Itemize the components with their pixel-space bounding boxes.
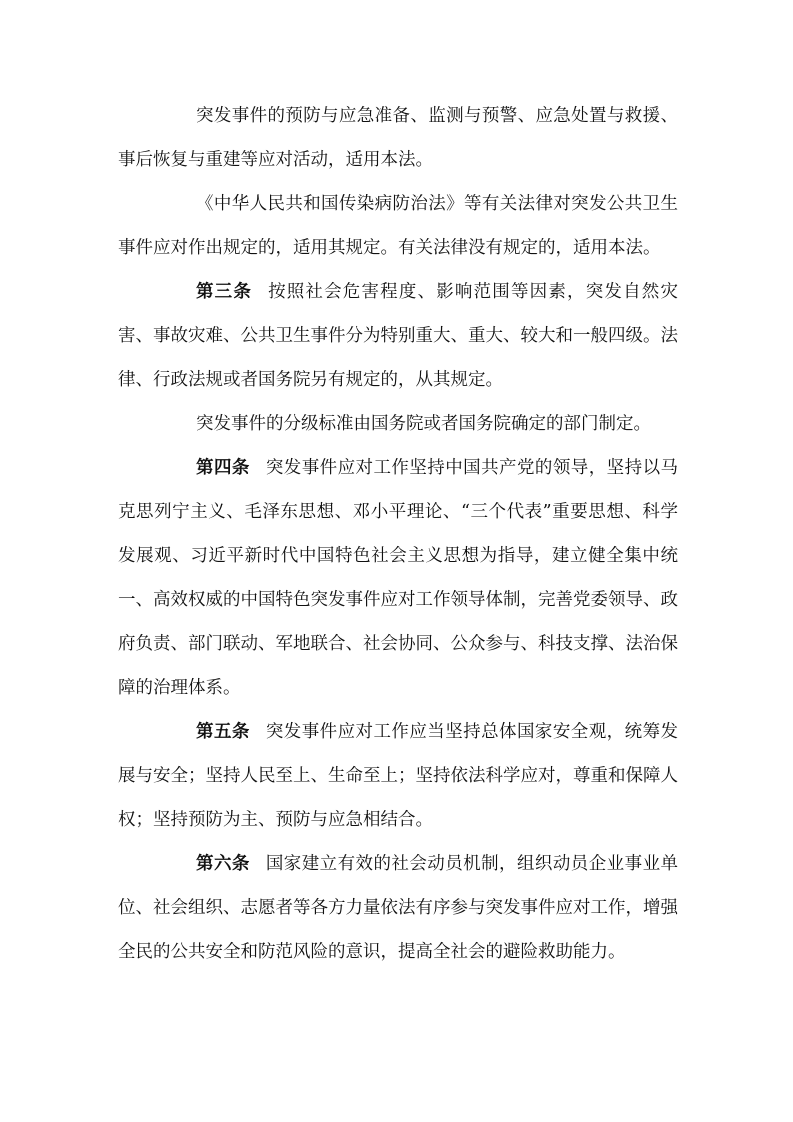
article-number: 第五条 [196, 722, 250, 742]
article-number: 第六条 [196, 854, 250, 874]
article-5 [118, 710, 678, 842]
article-4 [118, 446, 678, 710]
document-body [118, 94, 678, 974]
paragraph-other-laws [118, 182, 678, 270]
article-text: 按照社会危害程度、影响范围等因素，突发自然灾害、事故灾难、公共卫生事件分为特别重大、重大、较大和一般四级。法律、行政法规或者国务院另有规定的，从其规定。 [118, 282, 678, 390]
article-number: 第三条 [196, 282, 253, 302]
paragraph-text: 突发事件的预防与应急准备、监测与预警、应急处置与救援、事后恢复与重建等应对活动，适用本法。 [118, 106, 678, 170]
article-6 [118, 842, 678, 974]
article-3 [118, 270, 678, 402]
paragraph-text: 《中华人民共和国传染病防治法》等有关法律对突发公共卫生事件应对作出规定的，适用其规定。有关法律没有规定的，适用本法。 [118, 194, 678, 258]
article-text: 国家建立有效的社会动员机制，组织动员企业事业单位、社会组织、志愿者等各方力量依法有序参与突发事件应对工作，增强全民的公共安全和防范风险的意识，提高全社会的避险救助能力。 [118, 854, 679, 962]
article-text: 突发事件应对工作坚持中国共产党的领导，坚持以马克思列宁主义、毛泽东思想、邓小平理论、“三个代表”重要思想、科学发展观、习近平新时代中国特色社会主义思想为指导，建立健全集中统一、高效权威的中国特色突发事件应对工作领导体制，完善党委领导、政府负责、部门联动、军地联合、社会协同、公众参与、科技支撑、法治保障的治理体系。 [118, 458, 679, 698]
article-text: 突发事件应对工作应当坚持总体国家安全观，统筹发展与安全；坚持人民至上、生命至上；坚持依法科学应对，尊重和保障人权；坚持预防为主、预防与应急相结合。 [118, 722, 679, 830]
article-number: 第四条 [196, 458, 250, 478]
paragraph-grading-standard [118, 402, 678, 446]
paragraph-text: 突发事件的分级标准由国务院或者国务院确定的部门制定。 [196, 414, 651, 434]
paragraph-scope [118, 94, 678, 182]
